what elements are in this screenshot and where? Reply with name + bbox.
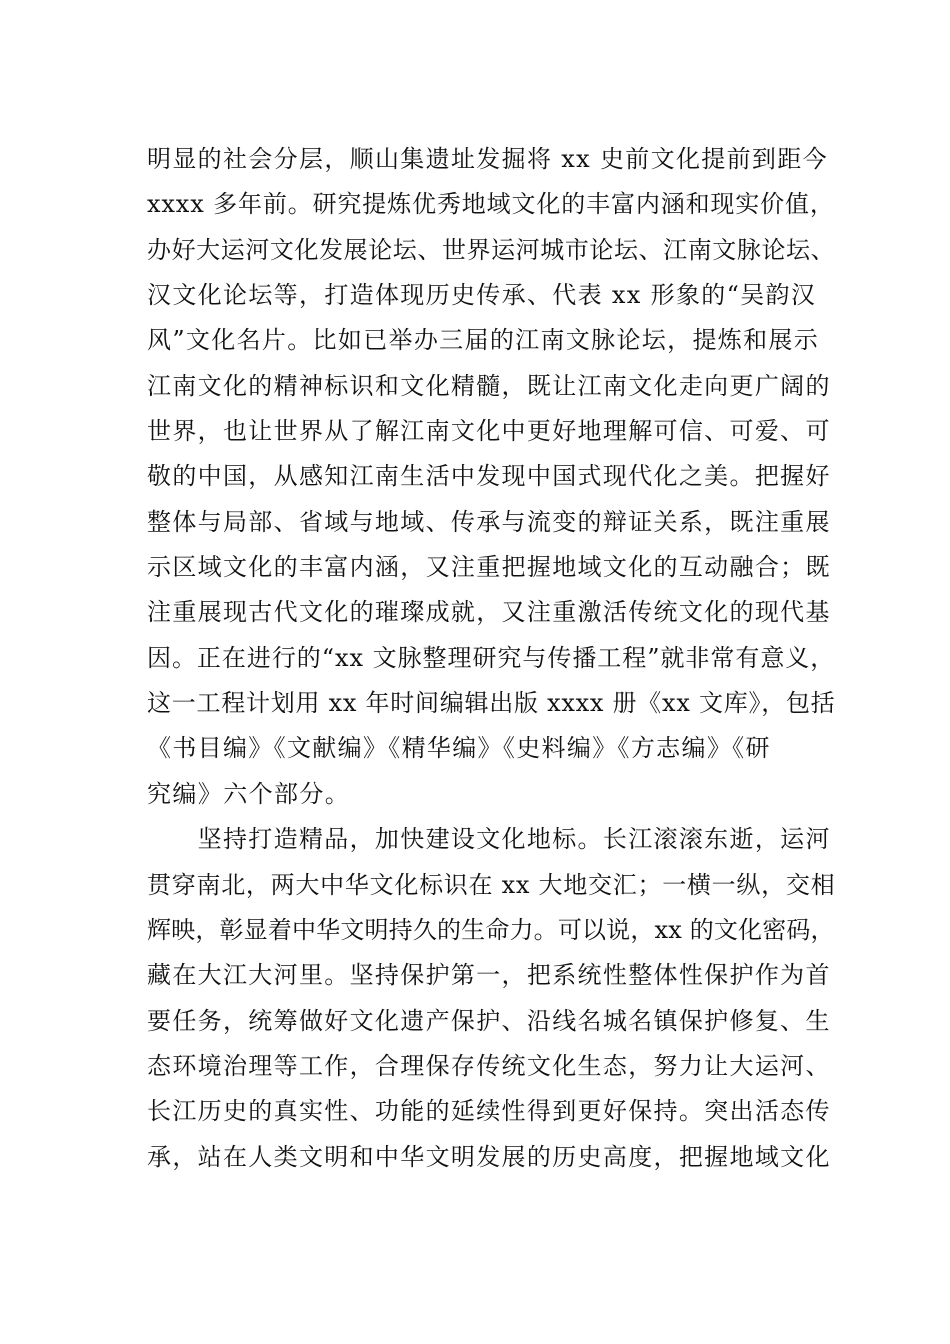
text-line: 世界，也让世界从了解江南文化中更好地理解可信、可爱、可 bbox=[147, 417, 831, 446]
text-line: 因。正在进行的“xx 文脉整理研究与传播工程”就非常有意义， bbox=[147, 643, 836, 672]
text-line: 示区域文化的丰富内涵，又注重把握地域文化的互动融合；既 bbox=[147, 553, 831, 582]
text-line: 要任务，统筹做好文化遗产保护、沿线名城名镇保护修复、生 bbox=[147, 1006, 831, 1035]
text-line: 坚持打造精品，加快建设文化地标。长江滚滚东逝，运河 bbox=[147, 825, 831, 854]
text-line: 贯穿南北，两大中华文化标识在 xx 大地交汇；一横一纵，交相 bbox=[147, 870, 836, 899]
text-line: 汉文化论坛等，打造体现历史传承、代表 xx 形象的“吴韵汉 bbox=[147, 281, 817, 310]
text-line: 这一工程计划用 xx 年时间编辑出版 xxxx 册《xx 文库》，包括 bbox=[147, 689, 836, 718]
paragraph bbox=[147, 817, 837, 1180]
paragraph bbox=[147, 137, 837, 817]
text-line: 注重展现古代文化的璀璨成就，又注重激活传统文化的现代基 bbox=[147, 598, 831, 627]
text-line: 整体与局部、省域与地域、传承与流变的辩证关系，既注重展 bbox=[147, 507, 831, 536]
text-line: 江南文化的精神标识和文化精髓，既让江南文化走向更广阔的 bbox=[147, 371, 831, 400]
text-line: 风”文化名片。比如已举办三届的江南文脉论坛，提炼和展示 bbox=[147, 326, 820, 355]
text-line: 承，站在人类文明和中华文明发展的历史高度，把握地域文化 bbox=[147, 1142, 831, 1171]
text-line: 长江历史的真实性、功能的延续性得到更好保持。突出活态传 bbox=[147, 1097, 831, 1126]
text-line: 办好大运河文化发展论坛、世界运河城市论坛、江南文脉论坛、 bbox=[147, 235, 836, 264]
text-line: 藏在大江大河里。坚持保护第一，把系统性整体性保护作为首 bbox=[147, 961, 831, 990]
document-body bbox=[147, 137, 837, 1180]
text-line: xxxx 多年前。研究提炼优秀地域文化的丰富内涵和现实价值， bbox=[147, 190, 835, 219]
text-line: 究编》六个部分。 bbox=[147, 779, 351, 808]
text-line: 《书目编》《文献编》《精华编》《史料编》《方志编》《研 bbox=[147, 734, 771, 763]
text-line: 态环境治理等工作，合理保存传统文化生态，努力让大运河、 bbox=[147, 1051, 831, 1080]
text-line: 辉映，彰显着中华文明持久的生命力。可以说，xx 的文化密码， bbox=[147, 915, 835, 944]
text-line: 明显的社会分层，顺山集遗址发掘将 xx 史前文化提前到距今 bbox=[147, 145, 828, 173]
text-line: 敬的中国，从感知江南生活中发现中国式现代化之美。把握好 bbox=[147, 462, 831, 491]
